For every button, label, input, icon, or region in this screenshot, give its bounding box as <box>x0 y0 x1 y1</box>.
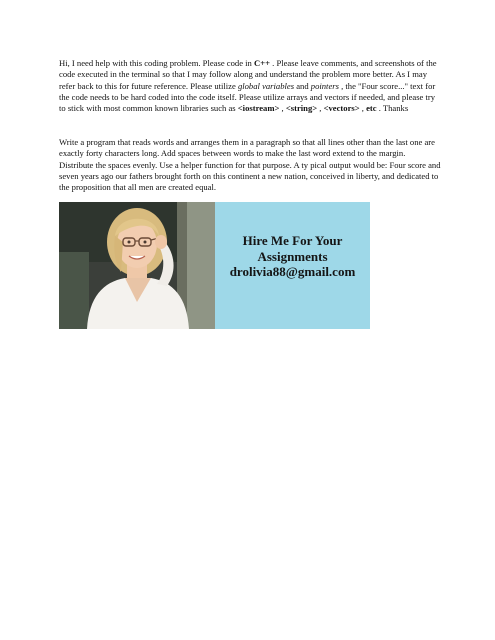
bold-vectors: <vectors> <box>323 103 360 114</box>
bold-etc: etc <box>366 103 377 114</box>
woman-photo-illustration <box>59 202 215 329</box>
text-run: . Please leave comments, and screenshots of the code executed in the terminal so that I may follow along and understand the problem more better. As I may refer back to this for future reference. Please utilize <box>59 58 437 91</box>
text-run: , <box>279 103 286 114</box>
text-run: , <box>359 103 367 114</box>
italic-pointers: pointers <box>310 80 339 91</box>
question-text-2: Write a program that reads words and arranges them in a paragraph so that all lines other than the last one are exactly forty characters long. Add spaces between words to make the last word extend to the margin. Distribute the spaces evenly. Use a helper function for that purpose. A ty pical output would be: Four score and seven years ago our fathers brought forth on this continent a new nation, conceived in liberty, and dedicated to the proposition that all men are created equal. <box>59 137 441 193</box>
woman-photo <box>59 202 215 329</box>
ad-line-hire: Hire Me For Your <box>242 233 343 248</box>
ad-email-link[interactable]: drolivia88@gmail.com <box>229 264 356 279</box>
question-paragraph-2 <box>59 137 441 193</box>
text-run: . Thanks <box>376 103 409 114</box>
ad-contact-panel <box>215 202 370 329</box>
italic-global-variables: global variables <box>237 80 295 91</box>
text-run: and <box>294 80 311 91</box>
ad-line-assignments: Assignments <box>257 248 328 264</box>
text-run: , <box>317 103 324 114</box>
text-run: Hi, I need help with this coding problem. Please code in <box>59 58 254 68</box>
bold-iostream: <iostream> <box>237 103 280 114</box>
question-text-1 <box>59 58 441 114</box>
advertisement-banner <box>59 202 370 329</box>
bold-string: <string> <box>285 103 318 114</box>
ad-text-block <box>215 233 370 280</box>
bold-cpp: C++ <box>254 58 270 68</box>
question-paragraph-1 <box>59 58 441 114</box>
text-run: , the "Four score..." text for the code needs to be hard coded into the code itself. Please utilize arrays and vectors if needed, and please try to stick with most common known libraries such as <box>59 80 436 114</box>
